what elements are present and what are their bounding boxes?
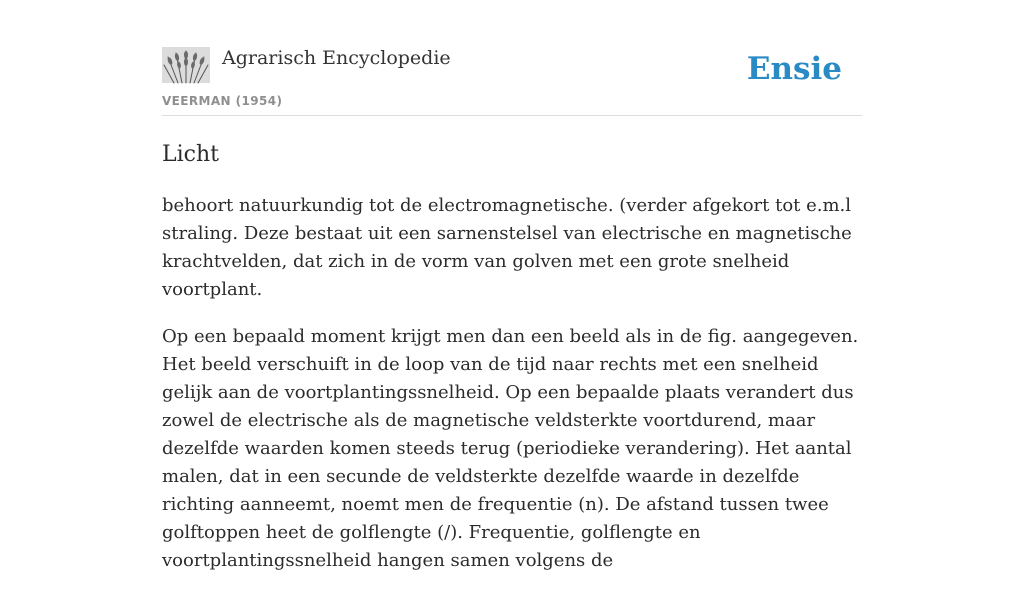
page (162, 0, 862, 571)
wheat-logo-icon[interactable] (162, 47, 210, 83)
source-header (162, 0, 862, 116)
body-paragraph: Op een bepaald moment krijgt men dan een beeld als in de fig. aangegeven. Het beeld verschuift in de loop van de tijd naar rechts met een snelheid gelijk aan de voortplantingssnelheid. Op een bepaalde plaats verandert dus zowel de electrische als de magnetische veldsterkte voortdurend, maar dezelfde waarden komen steeds terug (periodieke verandering). Het aantal malen, dat in een secunde de veldsterkte dezelfde waarde in dezelfde richting aanneemt, noemt men de frequentie (n). De afstand tussen twee golftoppen heet de golflengte (/). Frequentie, golflengte en voortplantingssnelheid hangen samen volgens de (162, 326, 859, 571)
body-paragraph: behoort natuurkundig tot de electromagnetische. (verder afgekort tot e.m.l straling. Deze bestaat uit een sarnenstelsel van electrische en magnetische krachtvelden, dat zich in de vorm van golven met een grote snelheid voortplant. (162, 195, 852, 300)
source-title[interactable]: Agrarisch Encyclopedie (222, 47, 451, 69)
ensie-logo-link[interactable]: Ensie (746, 51, 842, 87)
entry-body (162, 192, 867, 594)
entry-title: Licht (162, 142, 219, 167)
source-author: VEERMAN (1954) (162, 94, 283, 108)
